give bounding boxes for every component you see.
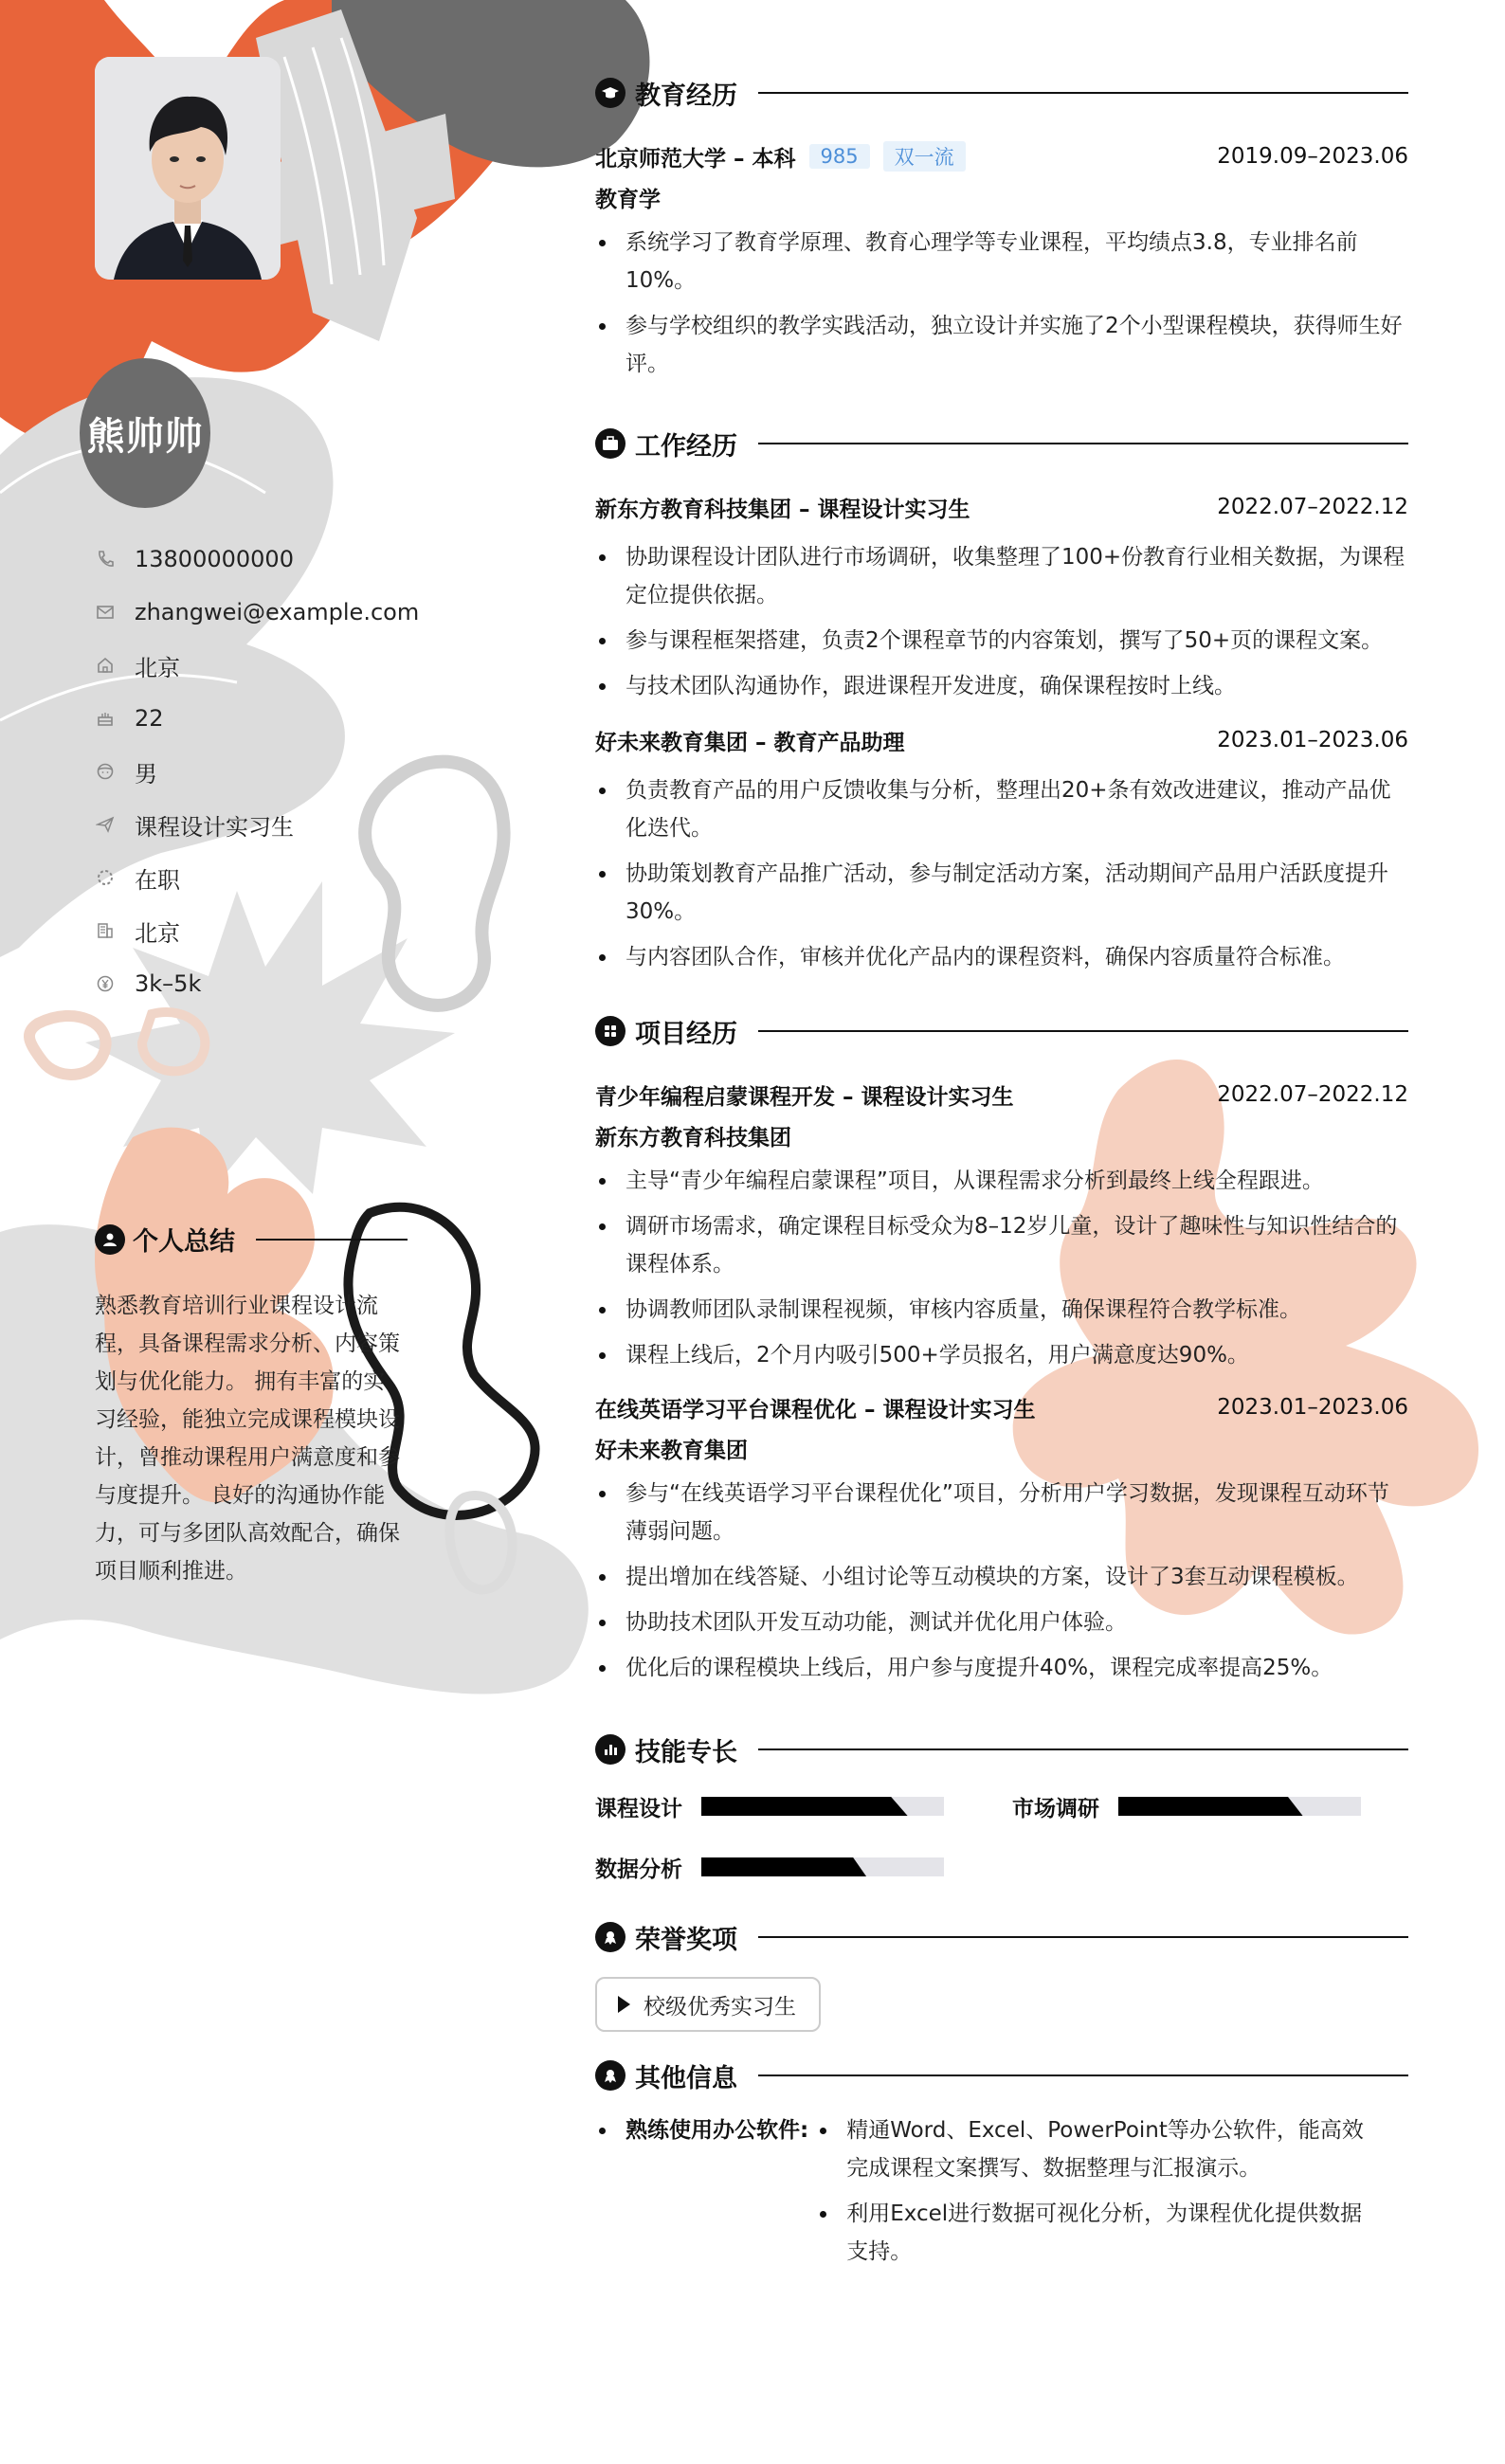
other-divider bbox=[758, 2074, 1408, 2076]
education-item-head bbox=[595, 136, 1408, 176]
work-date: 2022.07–2022.12 bbox=[1217, 495, 1408, 519]
work-divider bbox=[758, 443, 1408, 444]
location-text: 北京 bbox=[135, 654, 180, 681]
info-salary bbox=[95, 957, 419, 1010]
education-item bbox=[595, 136, 1408, 383]
gender-text: 男 bbox=[135, 760, 157, 788]
list-item: 主导“青少年编程启蒙课程”项目，从课程需求分析到最终上线全程跟进。 bbox=[595, 1162, 1408, 1200]
tag-985: 985 bbox=[809, 144, 870, 169]
project-bullets bbox=[595, 1475, 1408, 1687]
other-section bbox=[595, 2055, 1408, 2278]
status-text: 在职 bbox=[135, 866, 180, 894]
education-section bbox=[595, 72, 1408, 383]
info-location bbox=[95, 639, 419, 692]
info-position bbox=[95, 798, 419, 851]
work-section bbox=[595, 423, 1408, 976]
honors-header bbox=[595, 1916, 1408, 1958]
list-item: 精通Word、Excel、PowerPoint等办公软件，能高效完成课程文案撰写、数据整理与汇报演示。 bbox=[816, 2111, 1375, 2187]
education-bullets bbox=[595, 224, 1408, 383]
list-item: 与内容团队合作，审核并优化产品内的课程资料，确保内容质量符合标准。 bbox=[595, 938, 1408, 976]
info-age bbox=[95, 692, 419, 745]
summary-header bbox=[95, 1221, 408, 1258]
home-icon bbox=[95, 655, 116, 676]
salary-text: 3k–5k bbox=[135, 970, 202, 997]
contact-info-list bbox=[95, 533, 419, 1010]
projects-title: 项目经历 bbox=[635, 1019, 737, 1049]
bar-chart-icon bbox=[595, 1734, 626, 1765]
skills-grid bbox=[595, 1784, 1408, 1890]
position-text: 课程设计实习生 bbox=[135, 813, 294, 841]
work-title: 工作经历 bbox=[635, 431, 737, 462]
project-date: 2022.07–2022.12 bbox=[1217, 1082, 1408, 1107]
award-icon bbox=[595, 1922, 626, 1952]
list-item: 利用Excel进行数据可视化分析，为课程优化提供数据支持。 bbox=[816, 2195, 1375, 2271]
other-info-icon bbox=[595, 2060, 626, 2091]
project-bullets bbox=[595, 1162, 1408, 1374]
phone-icon bbox=[95, 549, 116, 570]
project-org: 新东方教育科技集团 bbox=[595, 1125, 791, 1150]
project-item bbox=[595, 1075, 1408, 1374]
other-label: 熟练使用办公软件: bbox=[595, 2111, 808, 2278]
work-bullets bbox=[595, 771, 1408, 976]
face-icon bbox=[95, 761, 116, 782]
project-heading: 青少年编程启蒙课程开发 – 课程设计实习生 bbox=[595, 1084, 1014, 1110]
list-item: 负责教育产品的用户反馈收集与分析，整理出20+条有效改进建议，推动产品优化迭代。 bbox=[595, 771, 1408, 847]
graduation-cap-icon bbox=[595, 78, 626, 108]
school-name: 北京师范大学 – 本科 bbox=[595, 146, 796, 172]
list-item: 协助课程设计团队进行市场调研，收集整理了100+份教育行业相关数据，为课程定位提供依据。 bbox=[595, 538, 1408, 614]
project-heading: 在线英语学习平台课程优化 – 课程设计实习生 bbox=[595, 1397, 1036, 1422]
work-heading: 新东方教育科技集团 – 课程设计实习生 bbox=[595, 497, 970, 522]
work-item-head bbox=[595, 487, 1408, 527]
list-item: 参与学校组织的教学实践活动，独立设计并实施了2个小型课程模块，获得师生好评。 bbox=[595, 307, 1408, 383]
skill-bar bbox=[701, 1797, 944, 1816]
skill-name: 课程设计 bbox=[595, 1796, 682, 1821]
skill-name: 市场调研 bbox=[1012, 1796, 1099, 1821]
phone-text: 13800000000 bbox=[135, 546, 294, 572]
skills-divider bbox=[758, 1748, 1408, 1750]
work-item-head bbox=[595, 720, 1408, 760]
info-status bbox=[95, 851, 419, 904]
person-icon bbox=[95, 1224, 125, 1255]
list-item: 提出增加在线答疑、小组讨论等互动模块的方案，设计了3套互动课程模板。 bbox=[595, 1558, 1408, 1596]
project-item-head bbox=[595, 1075, 1408, 1114]
list-item: 参与课程框架搭建，负责2个课程章节的内容策划，撰写了50+页的课程文案。 bbox=[595, 622, 1408, 660]
name-badge bbox=[80, 358, 210, 508]
loading-icon bbox=[95, 867, 116, 888]
project-item-head bbox=[595, 1387, 1408, 1427]
list-item: 与技术团队沟通协作，跟进课程开发进度，确保课程按时上线。 bbox=[595, 667, 1408, 705]
honors-divider bbox=[758, 1936, 1408, 1938]
skill-bar-fill bbox=[701, 1797, 908, 1816]
skill-name: 数据分析 bbox=[595, 1857, 682, 1882]
summary-title: 个人总结 bbox=[133, 1227, 235, 1257]
other-title: 其他信息 bbox=[635, 2063, 737, 2093]
list-item: 协助策划教育产品推广活动，参与制定活动方案，活动期间产品用户活跃度提升30%。 bbox=[595, 855, 1408, 931]
work-date: 2023.01–2023.06 bbox=[1217, 728, 1408, 752]
profile-photo bbox=[95, 57, 281, 280]
other-bullets bbox=[816, 2111, 1375, 2278]
skill-item bbox=[595, 1784, 1012, 1829]
skill-bar-fill bbox=[701, 1857, 866, 1876]
left-column bbox=[0, 0, 531, 2464]
info-phone bbox=[95, 533, 419, 586]
honors-title: 荣誉奖项 bbox=[635, 1925, 737, 1955]
skills-section bbox=[595, 1729, 1408, 1890]
grid-icon bbox=[595, 1016, 626, 1046]
award-chip bbox=[595, 1977, 821, 2032]
info-gender bbox=[95, 745, 419, 798]
skill-bar bbox=[1118, 1797, 1361, 1816]
skill-item bbox=[595, 1844, 1012, 1890]
work-item bbox=[595, 487, 1408, 705]
projects-header bbox=[595, 1010, 1408, 1052]
summary-divider bbox=[256, 1239, 408, 1241]
tag-double-first-class: 双一流 bbox=[883, 141, 966, 172]
award-text: 校级优秀实习生 bbox=[644, 1994, 796, 2020]
project-date: 2023.01–2023.06 bbox=[1217, 1395, 1408, 1420]
skills-header bbox=[595, 1729, 1408, 1770]
paper-plane-icon bbox=[95, 814, 116, 835]
list-item: 调研市场需求，确定课程目标受众为8–12岁儿童，设计了趣味性与知识性结合的课程体系。 bbox=[595, 1207, 1408, 1283]
mail-icon bbox=[95, 602, 116, 623]
briefcase-icon bbox=[595, 428, 626, 459]
work-header bbox=[595, 423, 1408, 464]
list-item: 参与“在线英语学习平台课程优化”项目，分析用户学习数据，发现课程互动环节薄弱问题。 bbox=[595, 1475, 1408, 1550]
list-item: 协助技术团队开发互动功能，测试并优化用户体验。 bbox=[595, 1603, 1408, 1641]
play-icon bbox=[618, 1996, 630, 2013]
city-text: 北京 bbox=[135, 919, 180, 947]
age-text: 22 bbox=[135, 705, 164, 732]
other-item bbox=[595, 2111, 1408, 2278]
yen-icon bbox=[95, 973, 116, 994]
honors-section bbox=[595, 1916, 1408, 2055]
list-item: 协调教师团队录制课程视频，审核内容质量，确保课程符合教学标准。 bbox=[595, 1291, 1408, 1329]
education-divider bbox=[758, 92, 1408, 94]
education-title: 教育经历 bbox=[635, 81, 737, 111]
info-email bbox=[95, 586, 419, 639]
info-city bbox=[95, 904, 419, 957]
list-item: 系统学习了教育学原理、教育心理学等专业课程，平均绩点3.8，专业排名前10%。 bbox=[595, 224, 1408, 299]
list-item: 优化后的课程模块上线后，用户参与度提升40%，课程完成率提高25%。 bbox=[595, 1649, 1408, 1687]
email-text: zhangwei@example.com bbox=[135, 599, 420, 625]
skills-title: 技能专长 bbox=[635, 1737, 737, 1767]
education-date: 2019.09–2023.06 bbox=[1217, 144, 1408, 169]
major: 教育学 bbox=[595, 187, 661, 212]
project-item bbox=[595, 1387, 1408, 1687]
skill-bar bbox=[701, 1857, 944, 1876]
skill-bar-fill bbox=[1118, 1797, 1303, 1816]
work-item bbox=[595, 720, 1408, 976]
project-org: 好未来教育集团 bbox=[595, 1438, 748, 1463]
education-header bbox=[595, 72, 1408, 114]
building-icon bbox=[95, 920, 116, 941]
work-bullets bbox=[595, 538, 1408, 705]
projects-divider bbox=[758, 1030, 1408, 1032]
summary-text: 熟悉教育培训行业课程设计流程，具备课程需求分析、内容策划与优化能力。 拥有丰富的实习经验，能独立完成课程模块设计，曾推动课程用户满意度和参与度提升。 良好的沟通协作能力，可与多团队高效配合，确保项目顺利推进。 bbox=[95, 1294, 400, 1584]
work-heading: 好未来教育集团 – 教育产品助理 bbox=[595, 730, 905, 755]
cake-icon bbox=[95, 708, 116, 729]
skill-item bbox=[1012, 1784, 1391, 1829]
other-header bbox=[595, 2055, 1408, 2096]
projects-section bbox=[595, 1010, 1408, 1687]
candidate-name: 熊帅帅 bbox=[86, 414, 204, 459]
right-column bbox=[595, 0, 1408, 2278]
list-item: 课程上线后，2个月内吸引500+学员报名，用户满意度达90%。 bbox=[595, 1336, 1408, 1374]
